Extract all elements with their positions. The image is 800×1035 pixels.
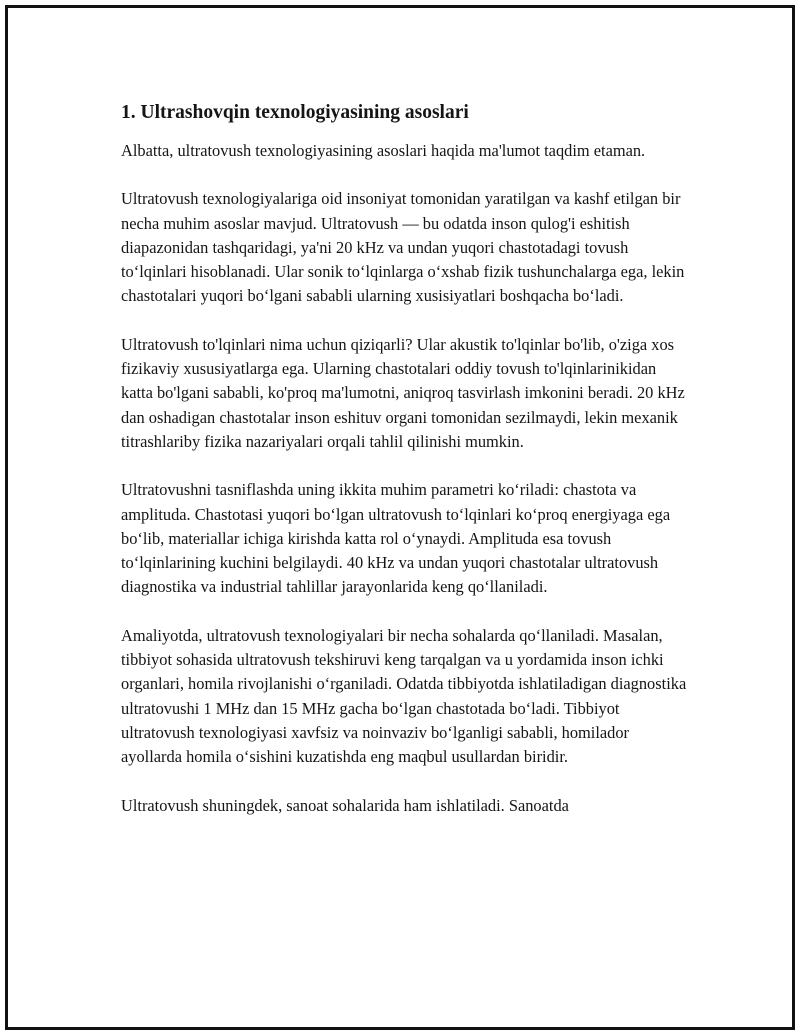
- paragraph-2: Ultratovush texnologiyalariga oid insoniyat tomonidan yaratilgan va kashf etilgan bir necha muhim asoslar mavjud. Ultratovush — bu odatda inson qulog'i eshitish diapazonidan tashqaridagi, ya'ni 20 kHz va undan yuqori chastotadagi tovush to‘lqinlari hisoblanadi. Ular sonik to‘lqinlarga o‘xshab fizik tushunchalarga ega, lekin chastotalari yuqori bo‘lgani sababli ularning xusisiyatlari boshqacha bo‘ladi.: [121, 189, 685, 306]
- paragraph-5: Amaliyotda, ultratovush texnologiyalari bir necha sohalarda qo‘llaniladi. Masalan, tibbiyot sohasida ultratovush tekshiruvi keng tarqalgan va u yordamida inson ichki organlari, homila rivojlanishi o‘rganiladi. Odatda tibbiyotda ishlatiladigan diagnostika ultratovushi 1 MHz dan 15 MHz gacha bo‘lgan chastotada bo‘ladi. Tibbiyot ultratovush texnologiyasi xavfsiz va noinvaziv bo‘lganligi sababli, homilador ayollarda homila o‘sishini kuzatishda eng maqbul usullardan biridir.: [121, 625, 687, 767]
- paragraph-6: Ultratovush shuningdek, sanoat sohalarida ham ishlatiladi. Sanoatda: [121, 795, 569, 815]
- paragraph-4: Ultratovushni tasniflashda uning ikkita muhim parametri ko‘riladi: chastota va amplituda. Chastotasi yuqori bo‘lgan ultratovush to‘lqinlari ko‘proq energiyaga ega bo‘lib, materiallar ichiga kirishda katta rol o‘ynaydi. Amplituda esa tovush to‘lqinlarining kuchini belgilaydi. 40 kHz va undan yuqori chastotalar ultratovush diagnostika va industrial tahlillar jarayonlarida keng qo‘llaniladi.: [121, 480, 671, 597]
- document-body: [121, 98, 691, 842]
- page-frame: [5, 5, 795, 1030]
- paragraph-3: Ultratovush to'lqinlari nima uchun qiziqarli? Ular akustik to'lqinlar bo'lib, o'ziga xos fizikaviy xususiyatlarga ega. Ularning chastotalari oddiy tovush to'lqinlarinikidan katta bo'lgani sababli, ko'proq ma'lumotni, aniqroq tasvirlash imkonini beradi. 20 kHz dan oshadigan chastotalar inson eshituv organi tomonidan sezilmaydi, lekin mexanik titrashlariby fizika nazariyalari orqali tahlil qilinishi mumkin.: [121, 334, 685, 451]
- section-heading: 1. Ultrashovqin texnologiyasining asoslari: [121, 102, 469, 123]
- paragraph-1: Albatta, ultratovush texnologiyasining asoslari haqida ma'lumot taqdim etaman.: [121, 141, 646, 160]
